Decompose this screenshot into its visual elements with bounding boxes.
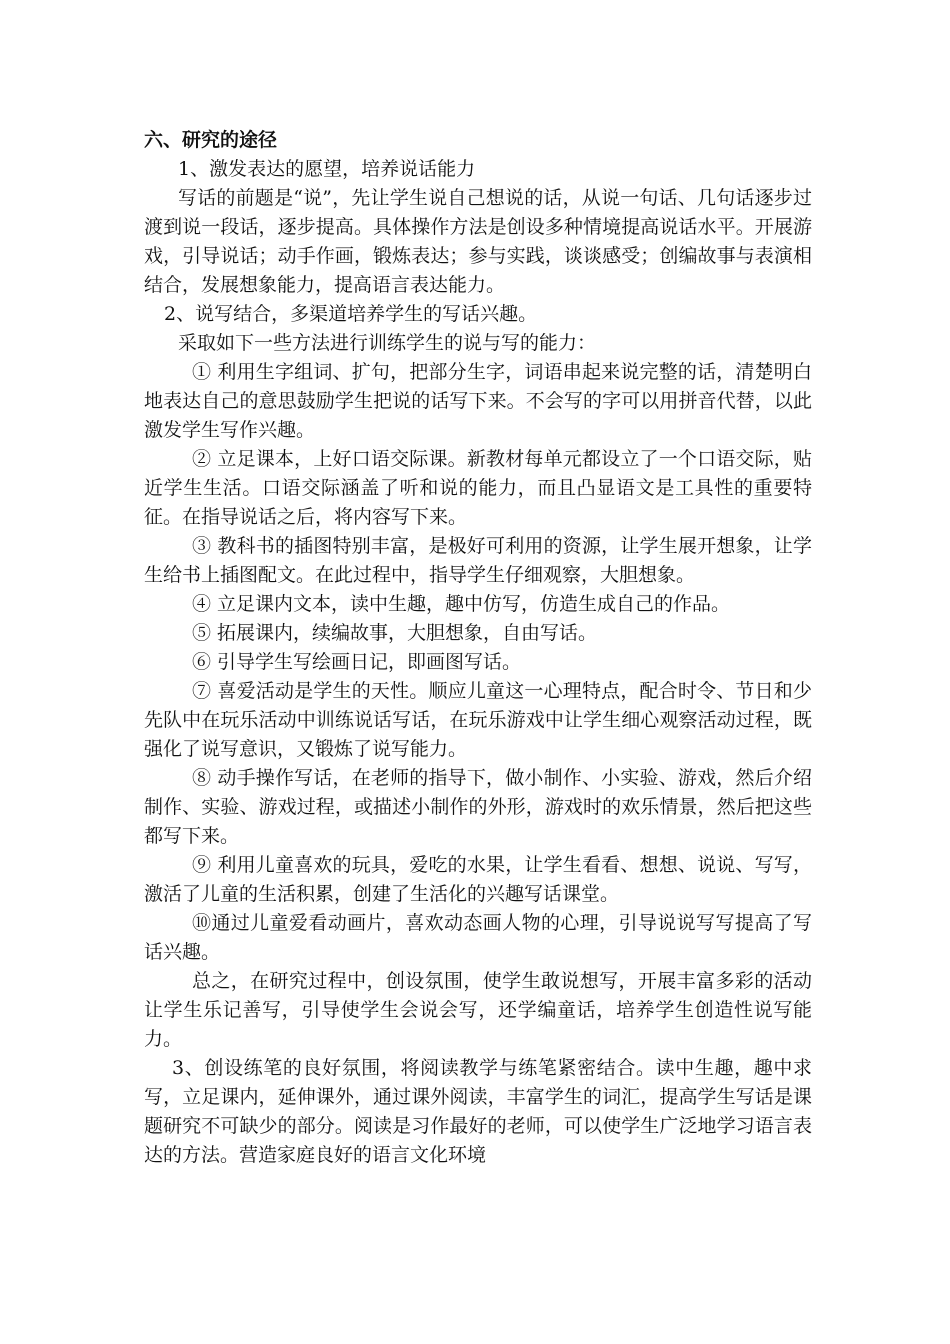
- paragraph-1: 写话的前题是“说”，先让学生说自己想说的话，从说一句话、几句话逐步过渡到说一段话，逐步提高。具体操作方法是创设多种情境提高说话水平。开展游戏，引导说话；动手作画，锻炼表达；参与实践，谈谈感受；创编故事与表演相结合，发展想象能力，提高语言表达能力。: [144, 187, 812, 296]
- paragraph-2: 采取如下一些方法进行训练学生的说与写的能力：: [178, 332, 597, 354]
- list-item-8: ⑧ 动手操作写话，在老师的指导下，做小制作、小实验、游戏，然后介绍制作、实验、游戏过程，或描述小制作的外形，游戏时的欢乐情景，然后把这些都写下来。: [144, 767, 812, 847]
- subheading-2: 2、说写结合，多渠道培养学生的写话兴趣。: [164, 303, 538, 325]
- list-item-2: ② 立足课本，上好口语交际课。新教材每单元都设立了一个口语交际，贴近学生生活。口语交际涵盖了听和说的能力，而且凸显语文是工具性的重要特征。在指导说话之后，将内容写下来。: [144, 448, 812, 528]
- list-item-3: ③ 教科书的插图特别丰富，是极好可利用的资源，让学生展开想象，让学生给书上插图配文。在此过程中，指导学生仔细观察，大胆想象。: [144, 535, 812, 586]
- list-item-4: ④ 立足课内文本，读中生趣，趣中仿写，仿造生成自己的作品。: [192, 593, 731, 615]
- list-item-10: ⑩通过儿童爱看动画片，喜欢动态画人物的心理，引导说说写写提高了写话兴趣。: [144, 912, 812, 963]
- list-item-5: ⑤ 拓展课内，续编故事，大胆想象，自由写话。: [192, 622, 598, 644]
- section-heading: 六、研究的途径: [144, 129, 278, 151]
- subheading-1: 1、激发表达的愿望，培养说话能力: [178, 158, 476, 180]
- list-item-1: ① 利用生字组词、扩句，把部分生字，词语串起来说完整的话，清楚明白地表达自己的意思鼓励学生把说的话写下来。不会写的字可以用拼音代替，以此激发学生写作兴趣。: [144, 361, 812, 441]
- document-body: [144, 126, 812, 1170]
- summary-paragraph: 总之，在研究过程中，创设氛围，使学生敢说想写，开展丰富多彩的活动让学生乐记善写，引导使学生会说会写，还学编童话，培养学生创造性说写能力。: [144, 970, 812, 1050]
- paragraph-3: 3、创设练笔的良好氛围，将阅读教学与练笔紧密结合。读中生趣，趣中求写，立足课内，延伸课外，通过课外阅读，丰富学生的词汇，提高学生写话是课题研究不可缺少的部分。阅读是习作最好的老师，可以使学生广泛地学习语言表达的方法。营造家庭良好的语言文化环境: [144, 1057, 812, 1166]
- list-item-6: ⑥ 引导学生写绘画日记，即画图写话。: [192, 651, 522, 673]
- list-item-9: ⑨ 利用儿童喜欢的玩具，爱吃的水果，让学生看看、想想、说说、写写，激活了儿童的生活积累，创建了生活化的兴趣写话课堂。: [144, 854, 812, 905]
- list-item-7: ⑦ 喜爱活动是学生的天性。顺应儿童这一心理特点，配合时令、节日和少先队中在玩乐活动中训练说话写话，在玩乐游戏中让学生细心观察活动过程，既强化了说写意识，又锻炼了说写能力。: [144, 680, 812, 760]
